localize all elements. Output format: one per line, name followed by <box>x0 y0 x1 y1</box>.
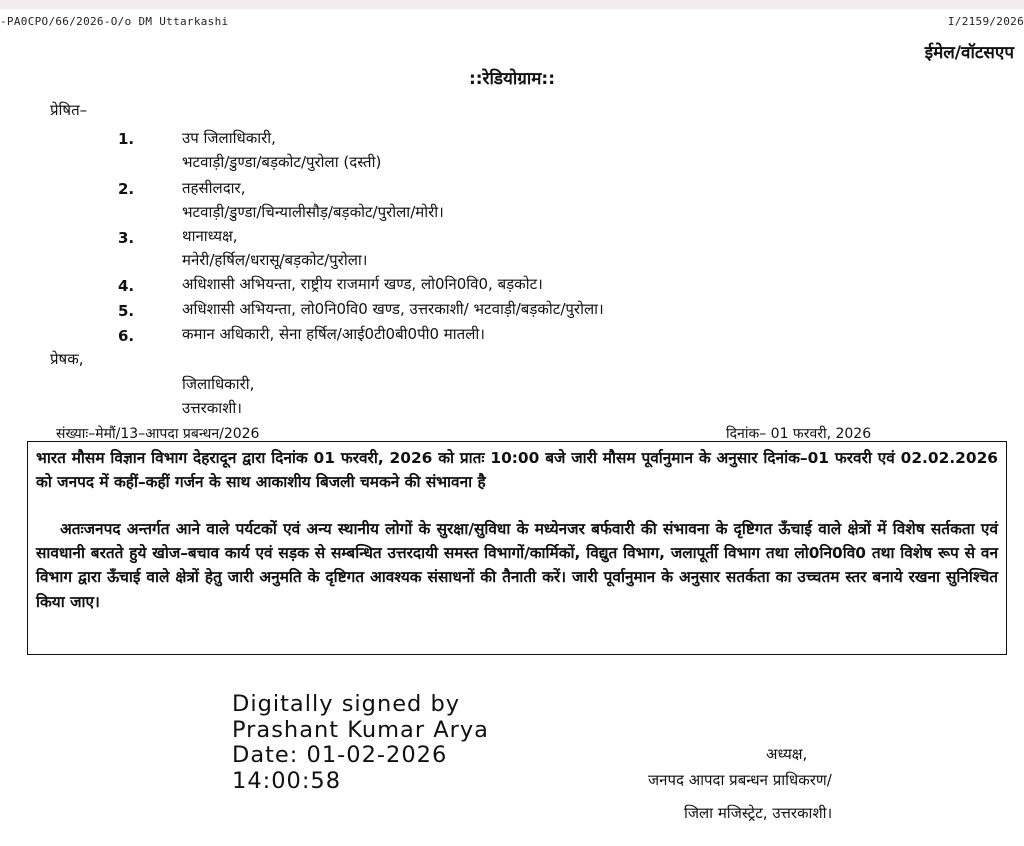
from-label: प्रेषक, <box>50 350 84 368</box>
top-strip <box>0 0 1024 9</box>
recipient-line: मनेरी/हर्षिल/धरासू/बड़कोट/पुरोला। <box>182 251 368 269</box>
recipient-line: थानाध्यक्ष, <box>182 227 238 245</box>
recipient-line: तहसीलदार, <box>182 179 246 197</box>
recipient-line: अधिशासी अभियन्ता, राष्ट्रीय राजमार्ग खण्ड, लो0नि0वि0, बड़कोट। <box>182 275 543 293</box>
signature-line: Date: 01-02-2026 <box>232 742 448 768</box>
message-paragraph: भारत मौसम विज्ञान विभाग देहरादून द्वारा दिनांक 01 फरवरी, 2026 को प्रातः 10:00 बजे जारी मौसम पूर्वानुमान के अनुसार दिनांक–01 फरवरी एवं 02.02.2026 को जनपद में कहीं–कहीं गर्जन के साथ आकाशीय बिजली चमकने की संभावना है <box>36 449 998 492</box>
recipient-line: अधिशासी अभियन्ता, लो0नि0वि0 खण्ड, उत्तरकाशी/ भटवाड़ी/बड़कोट/पुरोला। <box>182 300 604 318</box>
channel-label: ईमेल/वॉटसएप <box>924 43 1014 63</box>
recipient-line: कमान अधिकारी, सेना हर्षिल/आई0टी0बी0पी0 मातली। <box>182 325 485 343</box>
recipient-line: भटवाड़ी/डुण्डा/चिन्यालीसौड़/बड़कोट/पुरोला/मोरी। <box>182 203 444 221</box>
signature-line: Prashant Kumar Arya <box>232 716 489 743</box>
signatory-line: जिला मजिस्ट्रेट, उत्तरकाशी। <box>684 804 833 822</box>
to-label: प्रेषित– <box>50 101 88 119</box>
reference-number: संख्याः–मेमौं/13–आपदा प्रबन्धन/2026 <box>56 426 260 442</box>
signature-line: Digitally signed by <box>232 691 461 717</box>
signature-line: 14:00:58 <box>232 767 342 794</box>
document-date: दिनांक– 01 फरवरी, 2026 <box>726 426 872 442</box>
message-paragraph: अतःजनपद अन्तर्गत आने वाले पर्यटकों एवं अन्य स्थानीय लोगों के सुरक्षा/सुविधा के मध्येनजर बर्फवारी की संभावना के दृष्टिगत ऊँचाई वाले क्षेत्रों में विशेष सर्तकता एवं सावधानी बरतते हुये खोज–बचाव कार्य एवं सड़क से सम्बन्धित उत्तरदायी समस्त विभागों/कार्मिकों, विद्युत विभाग, जलापूर्ती विभाग तथा लो0नि0वि0 तथा विशेष रूप से वन विभाग द्वारा ऊँचाई वाले क्षेत्रों हेतु जारी अनुमति के दृष्टिगत आवश्यक संसाधनों की तैनाती करें। जारी पूर्वानुमान के अनुसार सतर्कता का उच्चतम स्तर बनाये रखना सुनिश्चित किया जाए। <box>36 520 998 611</box>
recipient-number: 6. <box>118 327 135 345</box>
header-left-ref: -PA0CPO/66/2026-O/o DM Uttarkashi <box>0 15 229 28</box>
signatory-line: जनपद आपदा प्रबन्धन प्राधिकरण/ <box>648 771 832 789</box>
sender-line: उत्तरकाशी। <box>182 399 242 417</box>
signatory-line: अध्यक्ष, <box>766 745 808 763</box>
recipient-line: उप जिलाधिकारी, <box>182 129 276 147</box>
recipient-number: 3. <box>118 229 135 247</box>
recipient-number: 4. <box>118 277 135 295</box>
sender-line: जिलाधिकारी, <box>182 375 255 393</box>
recipient-number: 1. <box>118 130 135 148</box>
recipient-line: भटवाड़ी/डुण्डा/बड़कोट/पुरोला (दस्ती) <box>182 153 382 171</box>
document-title: ::रेडियोग्राम:: <box>468 69 556 89</box>
header-right-ref: I/2159/2026 <box>947 15 1024 28</box>
recipient-number: 2. <box>118 180 135 198</box>
recipient-number: 5. <box>118 302 135 320</box>
digital-signature <box>232 692 489 794</box>
